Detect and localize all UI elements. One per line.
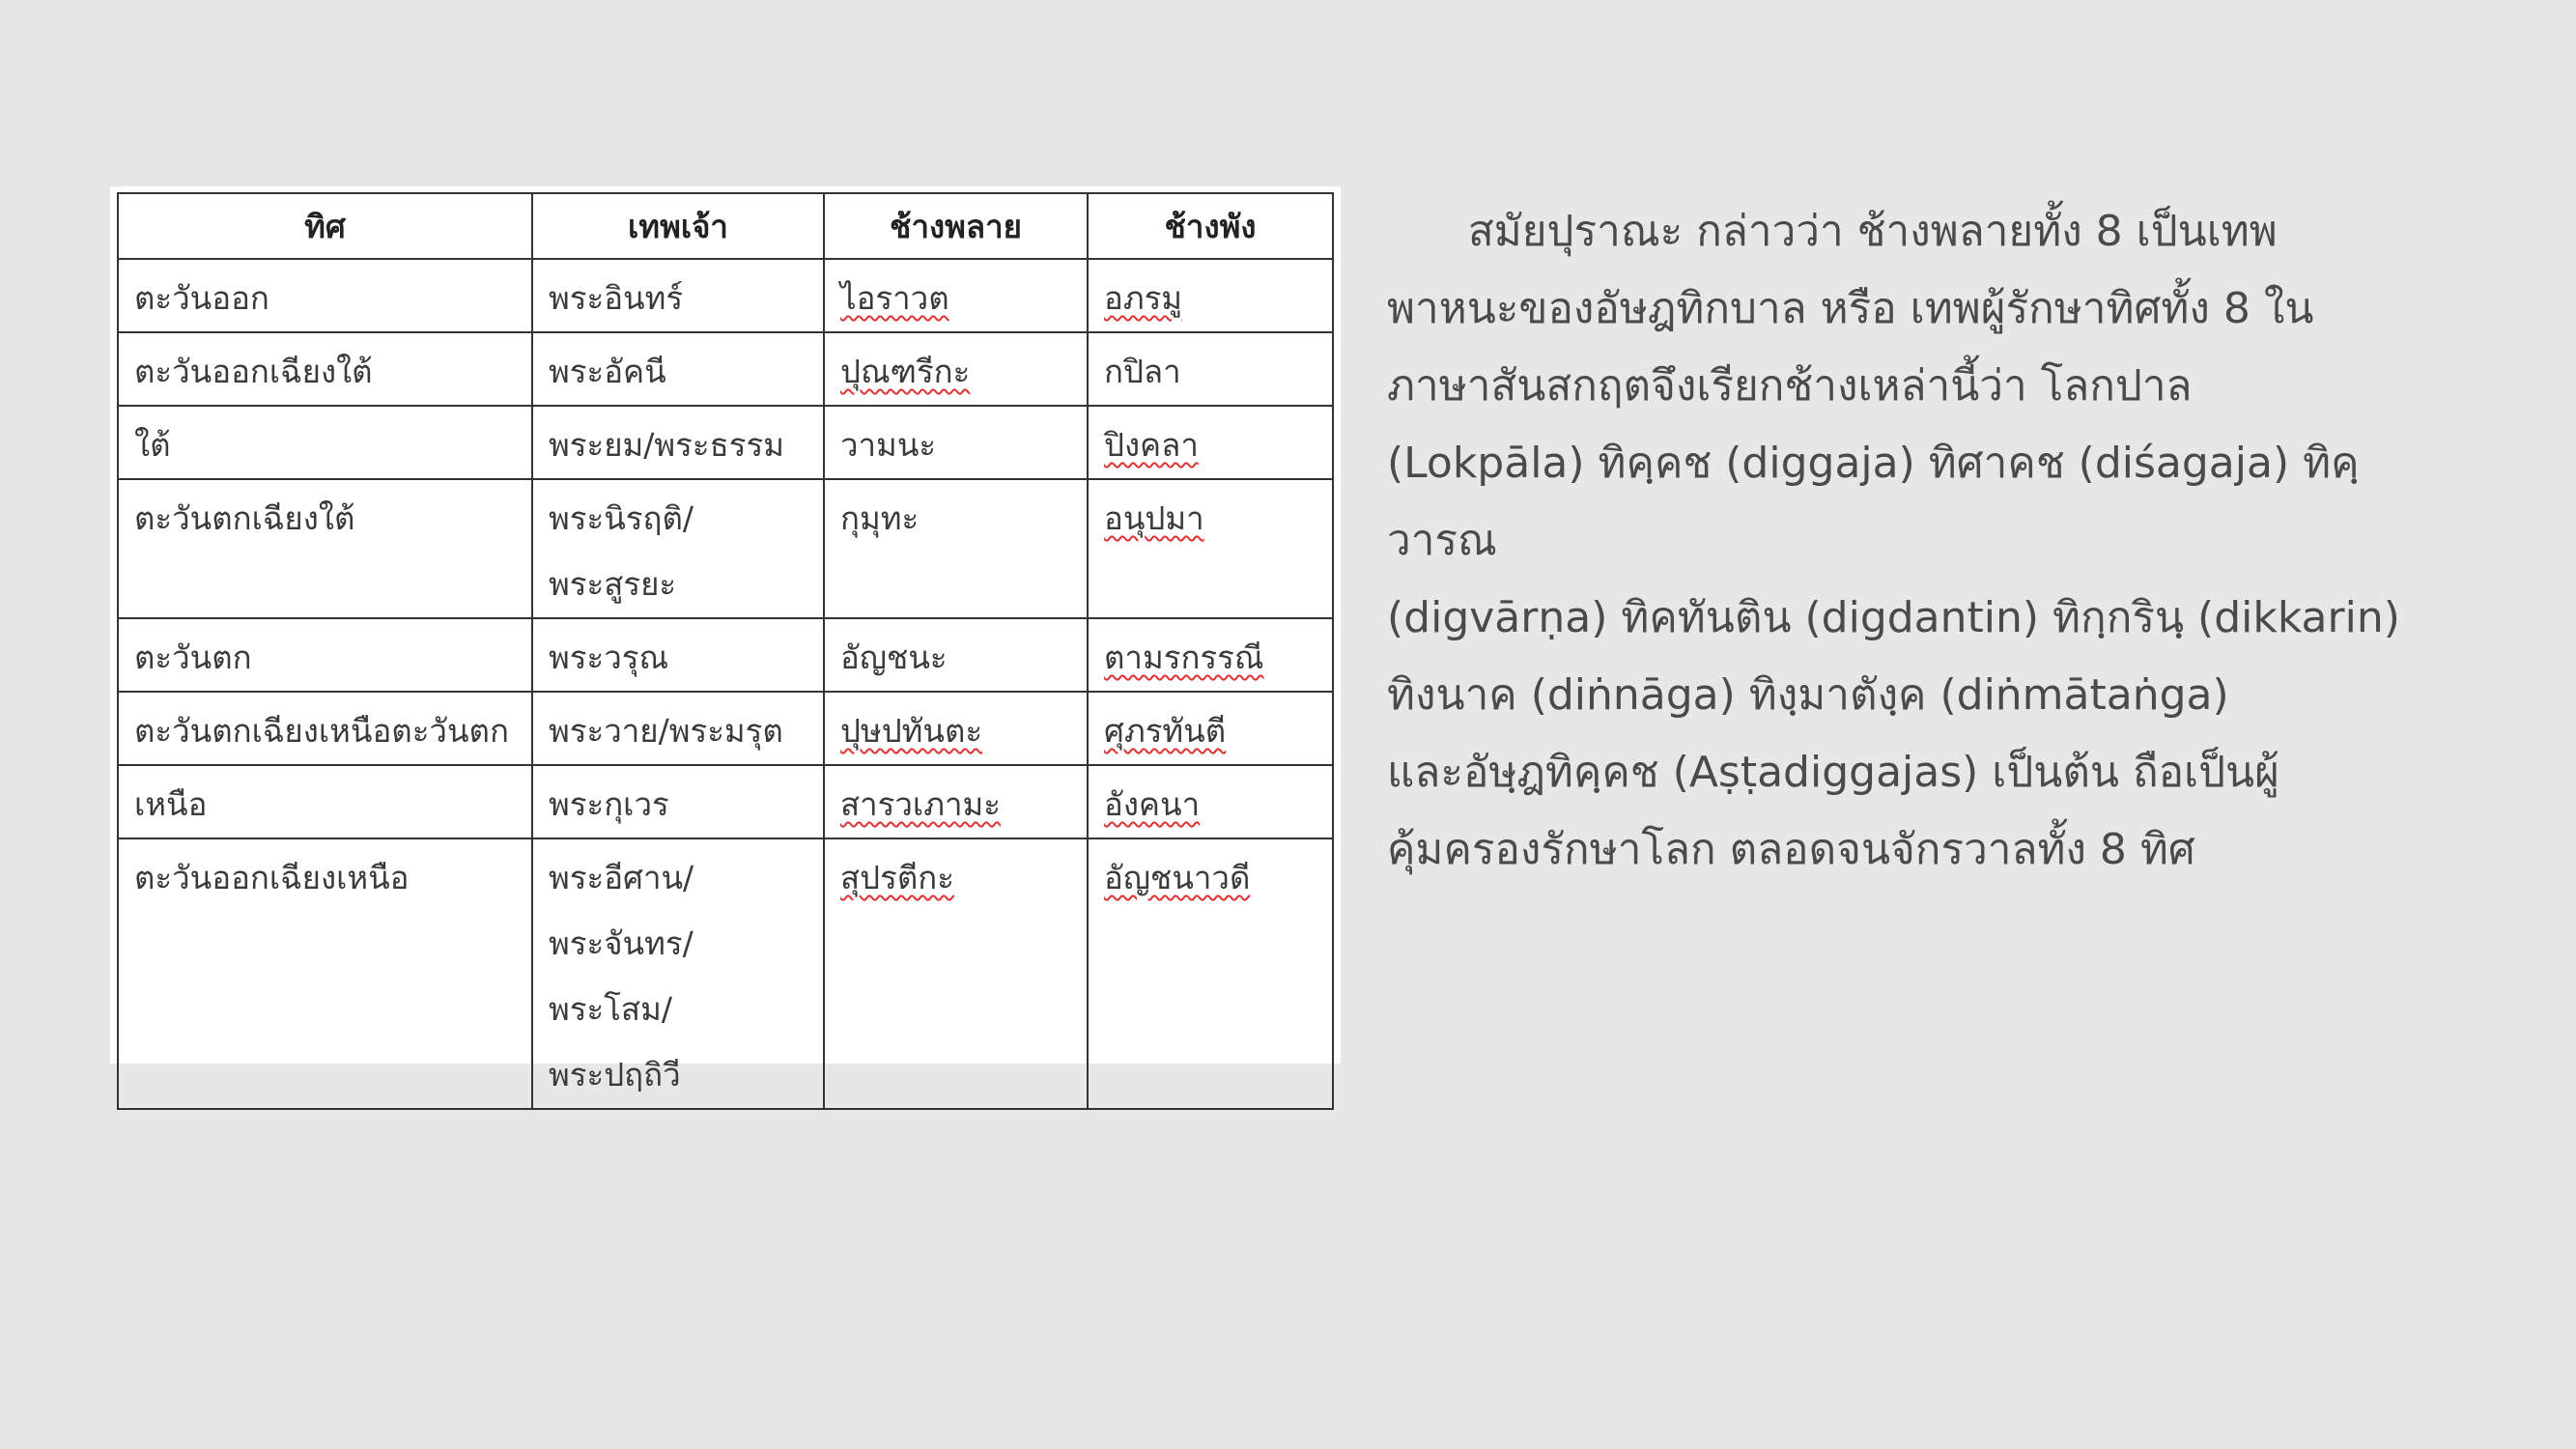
- table-body: [118, 259, 1333, 1109]
- female-elephant-cell: อังคนา: [1088, 765, 1333, 838]
- direction-cell: ตะวันออกเฉียงใต้: [118, 332, 532, 406]
- female-elephant-cell: อภรมู: [1088, 259, 1333, 332]
- header-female-elephant: ช้างพัง: [1088, 193, 1333, 259]
- female-elephant-cell: ศุภรทันตี: [1088, 692, 1333, 765]
- direction-cell: ตะวันตก: [118, 618, 532, 692]
- male-elephant-cell: สุปรตีกะ: [824, 838, 1088, 1109]
- female-elephant-cell: กปิลา: [1088, 332, 1333, 406]
- table-row: [118, 618, 1333, 692]
- direction-cell: ตะวันตกเฉียงเหนือตะวันตก: [118, 692, 532, 765]
- female-elephant-cell: ตามรกรรณี: [1088, 618, 1333, 692]
- deity-cell: พระวรุณ: [532, 618, 824, 692]
- table-row: [118, 765, 1333, 838]
- deity-cell: พระอินทร์: [532, 259, 824, 332]
- deity-cell: พระกุเวร: [532, 765, 824, 838]
- direction-cell: ตะวันตกเฉียงใต้: [118, 479, 532, 618]
- header-direction: ทิศ: [118, 193, 532, 259]
- deity-cell: พระอัคนี: [532, 332, 824, 406]
- header-male-elephant: ช้างพลาย: [824, 193, 1088, 259]
- table-row: [118, 692, 1333, 765]
- deity-cell: พระนิรฤติ/ พระสูรยะ: [532, 479, 824, 618]
- male-elephant-cell: อัญชนะ: [824, 618, 1088, 692]
- table-row: [118, 406, 1333, 479]
- male-elephant-cell: ไอราวต: [824, 259, 1088, 332]
- male-elephant-cell: กุมุทะ: [824, 479, 1088, 618]
- table-row: [118, 259, 1333, 332]
- table-row: [118, 838, 1333, 1109]
- deity-cell: พระยม/พระธรรม: [532, 406, 824, 479]
- male-elephant-cell: วามนะ: [824, 406, 1088, 479]
- table-header-row: [118, 193, 1333, 259]
- table-row: [118, 479, 1333, 618]
- header-deity: เทพเจ้า: [532, 193, 824, 259]
- direction-cell: เหนือ: [118, 765, 532, 838]
- male-elephant-cell: ปุณฑรีกะ: [824, 332, 1088, 406]
- deity-cell: พระอีศาน/ พระจันทร/ พระโสม/ พระปฤถิวี: [532, 838, 824, 1109]
- table-image: [110, 186, 1341, 1094]
- male-elephant-cell: สารวเภามะ: [824, 765, 1088, 838]
- direction-cell: ใต้: [118, 406, 532, 479]
- description-paragraph: สมัยปุราณะ กล่าวว่า ช้างพลายทั้ง 8 เป็นเทพ พาหนะของอัษฎทิกบาล หรือ เทพผู้รักษาทิศทั้ง 8 ใน ภาษาสันสกฤตจึงเรียกช้างเหล่านี้ว่า โลกปาล (Lokpāla) ทิคฺคช (diggaja) ทิศาคช (diśagaja) ทิคฺวารณ (digvārṇa) ทิคทันติน (digdantin) ทิกฺกรินฺ (dikkarin) ทิงนาค (diṅnāga) ทิงฺมาตังฺค (diṅmātaṅga) และอัษฺฎทิคฺคช (Aṣṭadiggajas) เป็นต้น ถือเป็นผู้ คุ้มครองรักษาโลก ตลอดจนจักรวาลทั้ง 8 ทิศ: [1387, 207, 2400, 874]
- female-elephant-cell: อัญชนาวดี: [1088, 838, 1333, 1109]
- direction-cell: ตะวันออกเฉียงเหนือ: [118, 838, 532, 1109]
- deity-cell: พระวาย/พระมรุต: [532, 692, 824, 765]
- female-elephant-cell: ปิงคลา: [1088, 406, 1333, 479]
- direction-elephant-table: [117, 192, 1334, 1110]
- female-elephant-cell: อนุปมา: [1088, 479, 1333, 618]
- male-elephant-cell: ปุษปทันตะ: [824, 692, 1088, 765]
- table-row: [118, 332, 1333, 406]
- direction-cell: ตะวันออก: [118, 259, 532, 332]
